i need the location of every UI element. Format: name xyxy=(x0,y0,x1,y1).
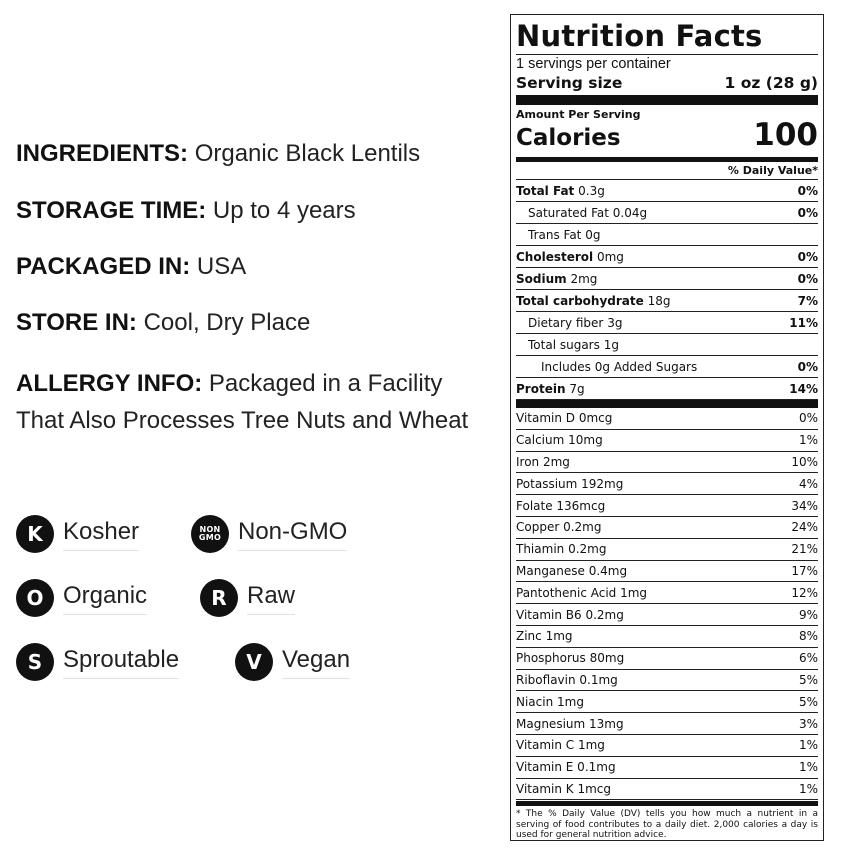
nutrient-name xyxy=(528,338,619,352)
vitamin-row xyxy=(516,648,818,670)
nutrient-row xyxy=(516,268,818,290)
vitamin-name: Vitamin E 0.1mg xyxy=(516,760,616,775)
vitamin-row xyxy=(516,582,818,604)
nutrient-name xyxy=(516,382,585,396)
vitamin-row xyxy=(516,408,818,430)
nutrient-name xyxy=(516,272,597,286)
vitamin-name: Niacin 1mg xyxy=(516,694,584,709)
ingredients-label: INGREDIENTS: xyxy=(16,140,189,167)
vitamin-row xyxy=(516,539,818,561)
organic-icon: O xyxy=(16,579,54,617)
storage-time-value: Up to 4 years xyxy=(212,197,356,224)
thick-divider xyxy=(516,95,818,105)
vitamin-daily-value: 3% xyxy=(798,716,818,731)
nutrient-row xyxy=(516,334,818,356)
nutrient-amount: 0.3g xyxy=(578,183,605,198)
calories-value: 100 xyxy=(753,117,818,153)
vitamin-row xyxy=(516,713,818,735)
vitamin-row xyxy=(516,626,818,648)
nutrient-name xyxy=(528,206,647,220)
thick-divider xyxy=(516,400,818,408)
nutrient-label: Total Fat xyxy=(516,183,575,198)
vitamin-row xyxy=(516,430,818,452)
allergy-label: ALLERGY INFO: xyxy=(16,370,203,397)
vitamin-row xyxy=(516,452,818,474)
vitamin-name: Vitamin K 1mcg xyxy=(516,781,612,796)
vitamin-row xyxy=(516,604,818,626)
nutrient-row xyxy=(516,202,818,224)
vitamin-name: Thiamin 0.2mg xyxy=(516,542,607,557)
badge-label-vegan: Vegan xyxy=(282,646,350,679)
nutrient-amount: 0g xyxy=(585,227,601,242)
nutrient-name xyxy=(516,250,624,264)
calories-row xyxy=(516,117,818,156)
badge-kosher xyxy=(16,512,139,556)
nutrient-daily-value: 11% xyxy=(789,315,818,330)
vitamin-name: Vitamin C 1mg xyxy=(516,738,605,753)
vitamin-row xyxy=(516,670,818,692)
nutrient-daily-value: 0% xyxy=(797,205,818,220)
vitamin-daily-value: 9% xyxy=(798,607,818,622)
vitamin-daily-value: 1% xyxy=(798,781,818,796)
allergy-value: Packaged in a Facility That Also Processes Tree Nuts and Wheat xyxy=(16,370,469,434)
vitamin-daily-value: 21% xyxy=(791,542,818,557)
nutrient-amount: 3g xyxy=(607,315,623,330)
packaged-in-line xyxy=(16,253,246,281)
vitamin-daily-value: 5% xyxy=(798,694,818,709)
raw-icon: R xyxy=(200,579,238,617)
kosher-icon: K xyxy=(16,515,54,553)
vitamin-daily-value: 34% xyxy=(791,498,818,513)
nutrient-daily-value: 0% xyxy=(797,359,818,374)
nutrient-label: Saturated Fat xyxy=(528,205,609,220)
vitamin-name: Magnesium 13mg xyxy=(516,716,624,731)
nutrition-title: Nutrition Facts xyxy=(516,19,763,53)
ingredients-line xyxy=(16,140,420,168)
vitamin-name: Riboflavin 0.1mg xyxy=(516,672,618,687)
nutrient-row xyxy=(516,356,818,378)
vitamin-name: Manganese 0.4mg xyxy=(516,563,628,578)
badge-organic xyxy=(16,576,147,620)
vitamin-daily-value: 10% xyxy=(791,454,818,469)
nutrient-amount: 0mg xyxy=(596,249,624,264)
nutrient-rows xyxy=(516,180,818,400)
badge-label-organic: Organic xyxy=(63,582,147,615)
vitamin-daily-value: 5% xyxy=(798,672,818,687)
nutrient-amount: 18g xyxy=(647,293,671,308)
vitamin-row xyxy=(516,757,818,779)
vitamin-row xyxy=(516,495,818,517)
vitamin-name: Copper 0.2mg xyxy=(516,520,602,535)
vitamin-daily-value: 12% xyxy=(791,585,818,600)
daily-value-header: % Daily Value* xyxy=(516,162,818,180)
nutrient-daily-value: 0% xyxy=(797,183,818,198)
serving-size-row xyxy=(516,73,818,93)
nutrient-label: Total sugars xyxy=(528,337,600,352)
nutrient-name xyxy=(516,294,671,308)
nutrient-label: Sodium xyxy=(516,271,567,286)
vegan-icon: V xyxy=(235,643,273,681)
nutrient-label: Dietary fiber xyxy=(528,315,604,330)
nutrient-row xyxy=(516,312,818,334)
vitamin-row xyxy=(516,779,818,801)
store-in-label: STORE IN: xyxy=(16,309,137,336)
vitamin-row xyxy=(516,473,818,495)
nutrient-row xyxy=(516,290,818,312)
vitamin-row xyxy=(516,517,818,539)
vitamin-daily-value: 1% xyxy=(798,760,818,775)
store-in-value: Cool, Dry Place xyxy=(143,309,311,336)
vitamin-daily-value: 0% xyxy=(798,411,818,426)
nutrient-amount: 1g xyxy=(603,337,619,352)
vitamin-daily-value: 6% xyxy=(798,651,818,666)
nutrient-row xyxy=(516,180,818,202)
nutrient-daily-value: 14% xyxy=(789,381,818,396)
serving-size-value: 1 oz (28 g) xyxy=(724,74,818,92)
badge-sproutable xyxy=(16,640,179,684)
badge-non-gmo xyxy=(191,512,347,556)
badge-label-non-gmo: Non-GMO xyxy=(238,518,347,551)
nutrient-name xyxy=(528,316,622,330)
vitamin-name: Calcium 10mg xyxy=(516,433,603,448)
storage-time-line xyxy=(16,197,356,225)
nutrient-label: Includes 0g Added Sugars xyxy=(541,359,698,374)
vitamin-name: Zinc 1mg xyxy=(516,629,573,644)
badge-raw xyxy=(200,576,295,620)
amount-per-serving: Amount Per Serving xyxy=(516,108,641,121)
nutrient-label: Protein xyxy=(516,381,566,396)
nutrient-label: Trans Fat xyxy=(528,227,582,242)
vitamin-daily-value: 17% xyxy=(791,563,818,578)
badge-label-kosher: Kosher xyxy=(63,518,139,551)
vitamin-row xyxy=(516,561,818,583)
divider xyxy=(516,54,818,55)
footnote: * The % Daily Value (DV) tells you how much a nutrient in a serving of food contributes to a daily diet. 2,000 calories a day is used for general nutrition advice. xyxy=(516,809,818,841)
vitamin-daily-value: 4% xyxy=(798,476,818,491)
nutrient-label: Cholesterol xyxy=(516,249,594,264)
calories-label: Calories xyxy=(516,125,621,151)
packaged-in-label: PACKAGED IN: xyxy=(16,253,191,280)
vitamin-name: Phosphorus 80mg xyxy=(516,651,625,666)
badge-vegan xyxy=(235,640,350,684)
store-in-line xyxy=(16,309,310,337)
vitamin-daily-value: 1% xyxy=(798,433,818,448)
nutrient-name xyxy=(528,228,600,242)
nutrient-daily-value: 0% xyxy=(797,271,818,286)
packaged-in-value: USA xyxy=(196,253,247,280)
serving-size-label: Serving size xyxy=(516,74,623,92)
nutrient-amount: 0.04g xyxy=(612,205,648,220)
servings-per-container: 1 servings per container xyxy=(516,56,671,72)
vitamin-daily-value: 8% xyxy=(798,629,818,644)
vitamin-row xyxy=(516,691,818,713)
nutrient-daily-value: 0% xyxy=(797,249,818,264)
badge-label-raw: Raw xyxy=(247,582,295,615)
vitamin-name: Vitamin B6 0.2mg xyxy=(516,607,624,622)
nutrient-row xyxy=(516,246,818,268)
nutrient-label: Total carbohydrate xyxy=(516,293,644,308)
nutrient-amount: 7g xyxy=(569,381,585,396)
vitamin-daily-value: 24% xyxy=(791,520,818,535)
vitamin-row xyxy=(516,735,818,757)
vitamin-rows xyxy=(516,408,818,800)
nutrient-amount: 2mg xyxy=(570,271,598,286)
vitamin-name: Folate 136mcg xyxy=(516,498,606,513)
nutrient-name xyxy=(541,360,697,374)
vitamin-daily-value: 1% xyxy=(798,738,818,753)
storage-time-label: STORAGE TIME: xyxy=(16,197,207,224)
medium-divider xyxy=(516,801,818,806)
sproutable-icon: S xyxy=(16,643,54,681)
allergy-info xyxy=(16,365,496,439)
vitamin-name: Iron 2mg xyxy=(516,454,570,469)
nutrient-daily-value: 7% xyxy=(797,293,818,308)
vitamin-name: Pantothenic Acid 1mg xyxy=(516,585,648,600)
nutrient-name xyxy=(516,184,605,198)
vitamin-name: Vitamin D 0mcg xyxy=(516,411,613,426)
vitamin-name: Potassium 192mg xyxy=(516,476,624,491)
badge-label-sproutable: Sproutable xyxy=(63,646,179,679)
nutrient-row xyxy=(516,224,818,246)
ingredients-value: Organic Black Lentils xyxy=(194,140,421,167)
nutrient-row xyxy=(516,378,818,400)
nutrition-facts-panel xyxy=(510,14,824,841)
non-gmo-icon: NON GMO xyxy=(191,515,229,553)
